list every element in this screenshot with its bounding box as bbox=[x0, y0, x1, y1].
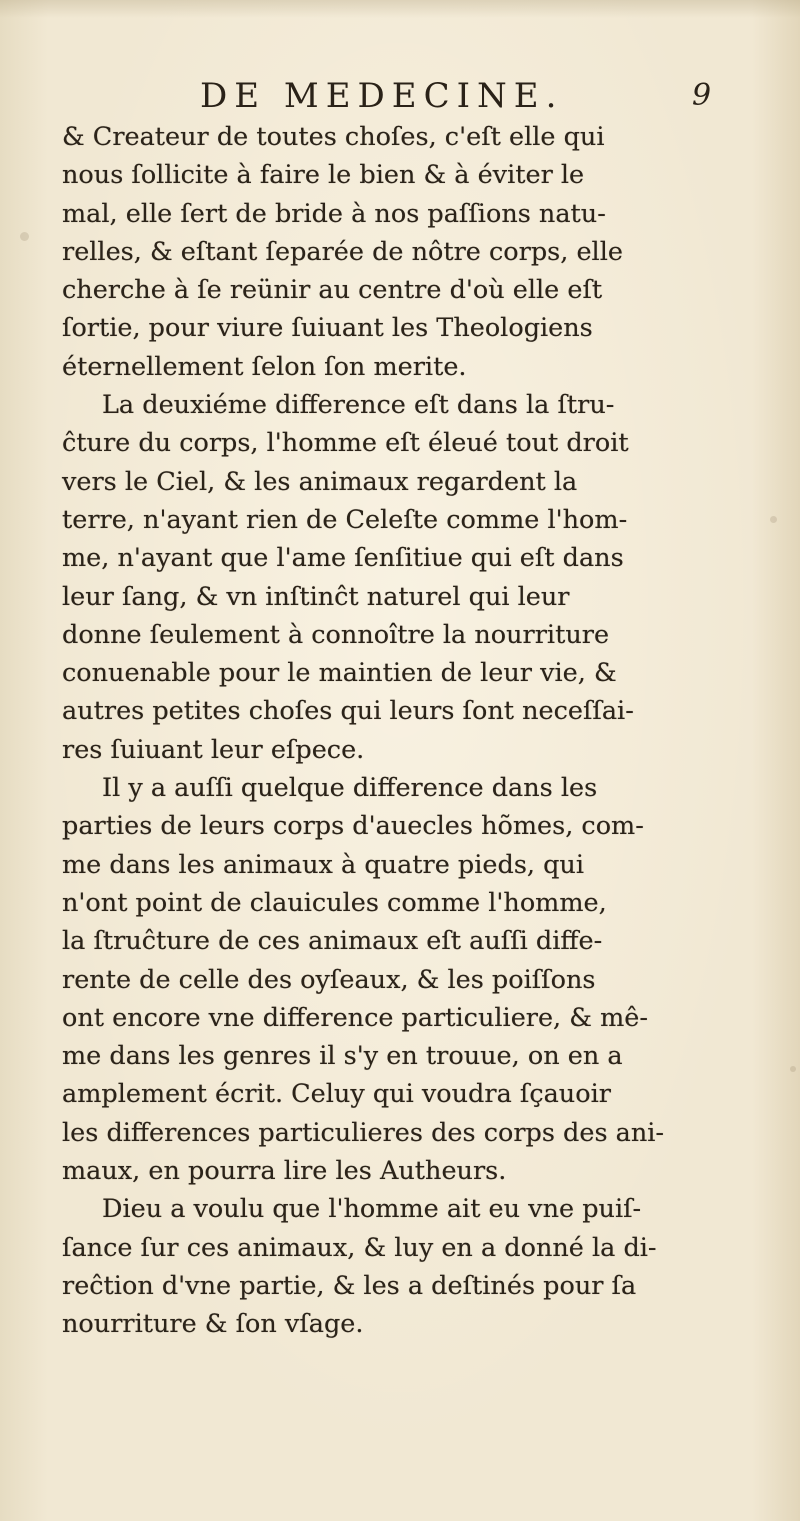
text-line: res ſuiuant leur eſpece. bbox=[62, 734, 365, 765]
page-header bbox=[200, 76, 720, 122]
text-line: ont encore vne difference particuliere, & mê- bbox=[62, 1002, 648, 1033]
text-line: mal, elle ſert de bride à nos paſſions natu- bbox=[62, 198, 606, 229]
text-line: ſortie, pour viure ſuiuant les Theologiens bbox=[62, 313, 593, 344]
page-top-edge bbox=[0, 0, 800, 18]
text-line: rente de celle des oyſeaux, & les poiſſons bbox=[62, 964, 596, 995]
paragraph-start-line: Il y a auſſi quelque difference dans les bbox=[102, 773, 598, 804]
page-number: 9 bbox=[692, 78, 712, 113]
text-line: éternellement ſelon ſon merite. bbox=[62, 351, 467, 382]
text-line: reĉtion d'vne partie, & les a deſtinés pour ſa bbox=[62, 1270, 637, 1301]
paragraph-start-line: La deuxiéme difference eſt dans la ſtru- bbox=[102, 390, 615, 421]
text-line: amplement écrit. Celuy qui voudra ſçauoir bbox=[62, 1079, 611, 1110]
text-line: donne ſeulement à connoître la nourriture bbox=[62, 619, 610, 650]
body-text bbox=[62, 118, 752, 1344]
text-line: ſance ſur ces animaux, & luy en a donné la di- bbox=[62, 1232, 657, 1263]
running-title: DE MEDECINE. bbox=[200, 76, 564, 116]
text-line: n'ont point de clauicules comme l'homme, bbox=[62, 887, 607, 918]
paragraph-start-line: Dieu a voulu que l'homme ait eu vne puiſ- bbox=[102, 1194, 642, 1225]
text-line: vers le Ciel, & les animaux regardent la bbox=[62, 466, 578, 497]
text-line: conuenable pour le maintien de leur vie, & bbox=[62, 658, 617, 689]
text-line: me dans les animaux à quatre pieds, qui bbox=[62, 849, 585, 880]
text-line: relles, & eſtant ſeparée de nôtre corps, elle bbox=[62, 236, 623, 267]
text-line: la ſtruĉture de ces animaux eſt auſſi diffe- bbox=[62, 926, 603, 957]
text-line: nous ſollicite à faire le bien & à éviter le bbox=[62, 160, 585, 191]
text-line: me dans les genres il s'y en trouue, on en a bbox=[62, 1041, 623, 1072]
text-line: me, n'ayant que l'ame ſenſitiue qui eſt dans bbox=[62, 543, 624, 574]
text-line: cherche à ſe reünir au centre d'où elle eſt bbox=[62, 275, 603, 306]
text-line: & Createur de toutes choſes, c'eſt elle qui bbox=[62, 122, 605, 152]
text-line: nourriture & ſon vſage. bbox=[62, 1309, 364, 1340]
text-line: parties de leurs corps d'auecles hõmes, com- bbox=[62, 811, 644, 842]
text-line: maux, en pourra lire les Autheurs. bbox=[62, 1156, 507, 1187]
paper-stain bbox=[790, 1066, 796, 1072]
text-line: terre, n'ayant rien de Celeſte comme l'hom- bbox=[62, 504, 628, 535]
paper-stain bbox=[20, 232, 29, 241]
paper-stain bbox=[770, 516, 777, 523]
text-line: autres petites choſes qui leurs ſont neceſſai- bbox=[62, 696, 634, 727]
text-line: les differences particulieres des corps des ani- bbox=[62, 1117, 665, 1148]
text-line: ĉture du corps, l'homme eſt éleué tout droit bbox=[62, 428, 629, 459]
text-line: leur ſang, & vn inſtinĉt naturel qui leur bbox=[62, 581, 570, 612]
